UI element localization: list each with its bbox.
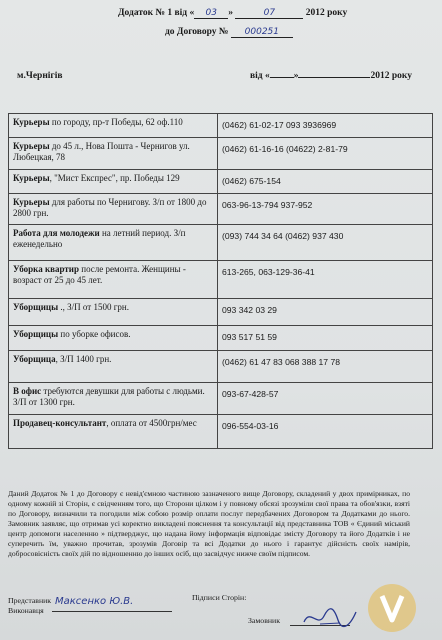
- ad-text: , оплата от 4500грн/мес: [106, 418, 197, 428]
- ad-phone: (0462) 61 47 83 068 388 17 78: [218, 351, 433, 383]
- ad-phone: 093-67-428-57: [218, 383, 433, 415]
- date-line: від « » 2012 року: [250, 71, 412, 81]
- ad-phone: (0462) 61-02-17 093 3936969: [218, 114, 433, 138]
- signatures-heading: Підписи Сторін:: [192, 593, 247, 602]
- representative-signature-line: [52, 611, 172, 612]
- ad-description: [9, 326, 218, 351]
- ad-phone: 063-96-13-794 937-952: [218, 194, 433, 225]
- ad-phone: (093) 744 34 64 (0462) 937 430: [218, 225, 433, 261]
- annex-title: Додаток № 1 від « 03 » 07 2012 року: [118, 8, 348, 18]
- ad-title: Курьеры: [13, 197, 50, 207]
- ad-row: [9, 383, 433, 415]
- ad-phone: 096-554-03-16: [218, 415, 433, 449]
- ad-description: [9, 383, 218, 415]
- ad-title: Курьеры: [13, 117, 50, 127]
- job-ads-table: [8, 113, 433, 449]
- ad-phone: (0462) 61-16-16 (04622) 2-81-79: [218, 138, 433, 170]
- ad-row: [9, 351, 433, 383]
- handwritten-month: 07: [263, 8, 276, 18]
- representative-label: Представник: [8, 596, 52, 605]
- ad-description: [9, 138, 218, 170]
- ad-title: Курьеры: [13, 141, 50, 151]
- ad-title: Уборщицы: [13, 302, 59, 312]
- handwritten-day: 03: [205, 8, 217, 18]
- ad-phone: 613-265, 063-129-36-41: [218, 261, 433, 299]
- client-signature-scribble: [300, 604, 360, 630]
- ad-text: на летний период. З/п еженедельно: [13, 228, 186, 250]
- ad-text: для работы по Чернигову. З/п от 1800 до 2800 грн.: [13, 197, 207, 219]
- client-label: Замовник: [248, 616, 281, 625]
- ad-row: [9, 261, 433, 299]
- ad-description: [9, 114, 218, 138]
- ad-description: [9, 194, 218, 225]
- ad-row: [9, 415, 433, 449]
- ad-description: [9, 415, 218, 449]
- ad-text: по уборке офисов.: [58, 329, 131, 339]
- ad-text: ., З/П от 1500 грн.: [58, 302, 129, 312]
- ad-title: Курьеры: [13, 173, 50, 183]
- ad-text: требуются девушки для работы с людьми. З/П от 1300 грн.: [13, 386, 205, 408]
- ad-text: , З/П 1400 грн.: [55, 354, 112, 364]
- watermark-logo: [364, 580, 420, 636]
- ad-row: [9, 326, 433, 351]
- ad-row: [9, 138, 433, 170]
- ad-description: [9, 225, 218, 261]
- ad-phone: 093 342 03 29: [218, 299, 433, 326]
- legal-paragraph: Даний Додаток № 1 до Договору є невід'ємною частиною зазначеного вище Договору, складений у двох примірниках, по одному кожній зі Сторін, є свідченням того, що Сторони цілком і у повному обсязі зрозуміли свої права та обов'язки, взяті по Договору, визначили та погодили між собою розмір оплати послуг передбачених Договором та Додатками до нього. Замовник заявляє, що отримав усі коректно викладені пояснення та консультації від представника ТОВ « Єдиний міський центр допомоги населенню » підтверджує, що надана йому інформація відповідає змісту Договору та його Додатків і не суперечить їм, уважно прочитав, зрозумів Договір та всі Додатки до нього і гарантує дійсність своїх намірів, добросовісність своїх дій по відношенню до інших осіб, що засвідчує нижче своїм підписом.: [8, 489, 410, 559]
- ad-description: [9, 351, 218, 383]
- ad-description: [9, 261, 218, 299]
- representative-signature-name: Максенко Ю.В.: [55, 596, 134, 607]
- handwritten-contract-number: 000251: [244, 27, 279, 37]
- ad-text: до 45 л., Нова Пошта - Чернигов ул. Любецкая, 78: [13, 141, 190, 163]
- ad-text: , "Мист Експрес", пр. Победы 129: [49, 173, 180, 183]
- ad-row: [9, 299, 433, 326]
- ad-text: после ремонта. Женщины - возраст от 25 до 45 лет.: [13, 264, 186, 286]
- ad-row: [9, 194, 433, 225]
- ad-title: Уборщицы: [13, 329, 59, 339]
- ad-description: [9, 170, 218, 194]
- ad-title: Уборщица: [13, 354, 56, 364]
- ad-description: [9, 299, 218, 326]
- city-label: м.Чернігів: [17, 71, 63, 81]
- ad-title: Продавец-консультант: [13, 418, 107, 428]
- ad-title: Уборка квартир: [13, 264, 79, 274]
- ad-row: [9, 114, 433, 138]
- ad-text: по городу, пр-т Победы, 62 оф.110: [49, 117, 183, 127]
- ad-phone: 093 517 51 59: [218, 326, 433, 351]
- ad-title: В офис: [13, 386, 42, 396]
- ad-row: [9, 170, 433, 194]
- ad-row: [9, 225, 433, 261]
- ad-title: Работа для молодежи: [13, 228, 100, 238]
- executor-label: Виконавця: [8, 606, 44, 615]
- ad-phone: (0462) 675-154: [218, 170, 433, 194]
- contract-reference: до Договору № 000251: [165, 27, 293, 38]
